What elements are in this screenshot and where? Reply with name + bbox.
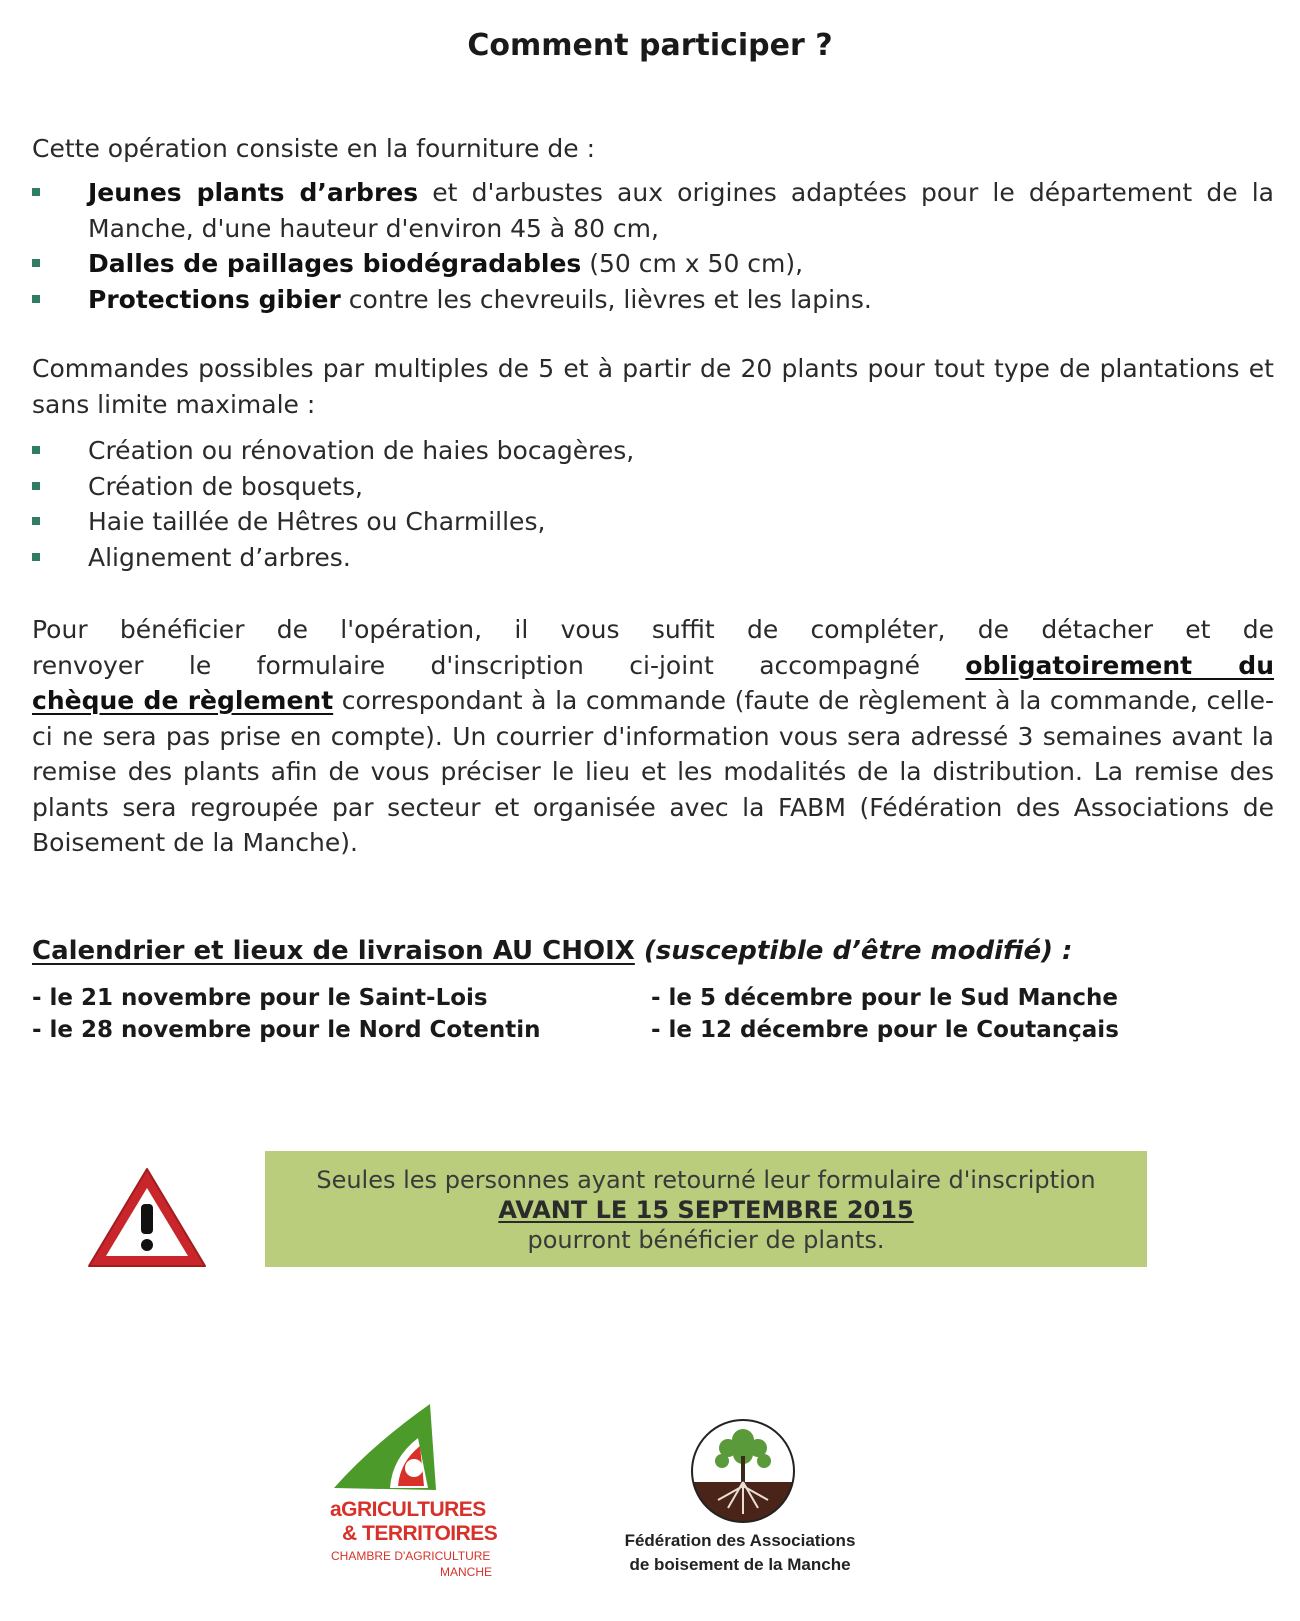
chambre-agriculture-logo [332,1400,444,1496]
emphasis-text: obligatoirement du [965,650,1275,680]
chambre-logo-line: aGRICULTURES [330,1498,486,1521]
calendar-title [32,936,1072,966]
chambre-logo-line: & TERRITOIRES [342,1522,498,1545]
list-item-bold: Dalles de paillages biodégradables [88,249,582,278]
plantation-types-list [32,433,1274,575]
list-item-text: Création ou rénovation de haies bocagères, [88,436,635,465]
calendar-date: - le 28 novembre pour le Nord Cotentin [32,1017,541,1043]
calendar-date: - le 12 décembre pour le Coutançais [651,1017,1119,1043]
deadline-notice [265,1151,1147,1267]
page-title: Comment participer ? [467,28,833,63]
list-item [32,433,1274,469]
calendar-date: - le 21 novembre pour le Saint-Lois [32,985,488,1011]
list-item [32,504,1274,540]
bullet-icon [32,259,40,267]
notice-line: pourront bénéficier de plants. [527,1226,885,1254]
bullet-icon [32,553,40,561]
bullet-icon [32,482,40,490]
warning-triangle-icon [86,1166,208,1270]
list-item-text: et d'arbustes aux origines adaptées pour le département de la Manche, d'une hauteur d'environ 45 à 80 cm, [88,178,1274,243]
calendar-title-note: (susceptible d’être modifié) : [634,936,1073,966]
chambre-logo-subtitle: MANCHE [440,1565,493,1579]
chambre-logo-subtitle: CHAMBRE D'AGRICULTURE [331,1549,491,1563]
bullet-icon [32,188,40,196]
emphasis-text: chèque de règlement [32,686,334,715]
procedure-text-part: correspondant à la commande (faute de règlement à la commande, celle-ci ne sera pas prise en compte). Un courrier d'information vous sera adressé 3 semaines avant la remise des plants afin de vous préciser le lieu et les modalités de la distribution. La remise des plants sera regroupée par secteur et organisée avec la FABM (Fédération des Associations de Boisement de la Manche). [32,686,1274,857]
calendar-date: - le 5 décembre pour le Sud Manche [651,985,1119,1011]
list-item [32,469,1274,505]
list-item [32,175,1274,246]
list-item-bold: Jeunes plants d’arbres [88,178,419,207]
procedure-line: Pour bénéficier de l'opération, il vous suffit de compléter, de détacher et de [32,615,1274,644]
fabm-logo-line: de boisement de la Manche [629,1555,851,1574]
list-item-text: Alignement d’arbres. [88,542,351,572]
notice-line: Seules les personnes ayant retourné leur formulaire d'inscription [316,1166,1096,1194]
orders-text: Commandes possibles par multiples de 5 et à partir de 20 plants pour tout type de plantations et sans limite maximale : [32,354,1274,419]
procedure-text-part: renvoyer le formulaire d'inscription ci-joint accompagné [32,650,920,680]
list-item [32,282,1274,318]
list-item-text: contre les chevreuils, lièvres et les lapins. [340,284,872,314]
fabm-logo-line: Fédération des Associations [624,1531,856,1550]
procedure-line [32,648,1274,684]
list-item-text: Haie taillée de Hêtres ou Charmilles, [88,507,546,536]
supplies-list [32,175,1274,317]
procedure-text [32,612,1274,861]
list-item [32,540,1274,576]
list-item-text: (50 cm x 50 cm), [581,249,804,278]
intro-text: Cette opération consiste en la fourniture de : [32,134,596,163]
bullet-icon [32,295,40,303]
list-item-bold: Protections gibier [88,284,341,314]
list-item [32,246,1274,282]
bullet-icon [32,517,40,525]
fabm-tree-logo [688,1416,798,1526]
list-item-text: Création de bosquets, [88,471,363,501]
notice-deadline: AVANT LE 15 SEPTEMBRE 2015 [498,1196,914,1224]
bullet-icon [32,446,40,454]
calendar-title-main: Calendrier et lieux de livraison AU CHOIX [32,936,635,966]
